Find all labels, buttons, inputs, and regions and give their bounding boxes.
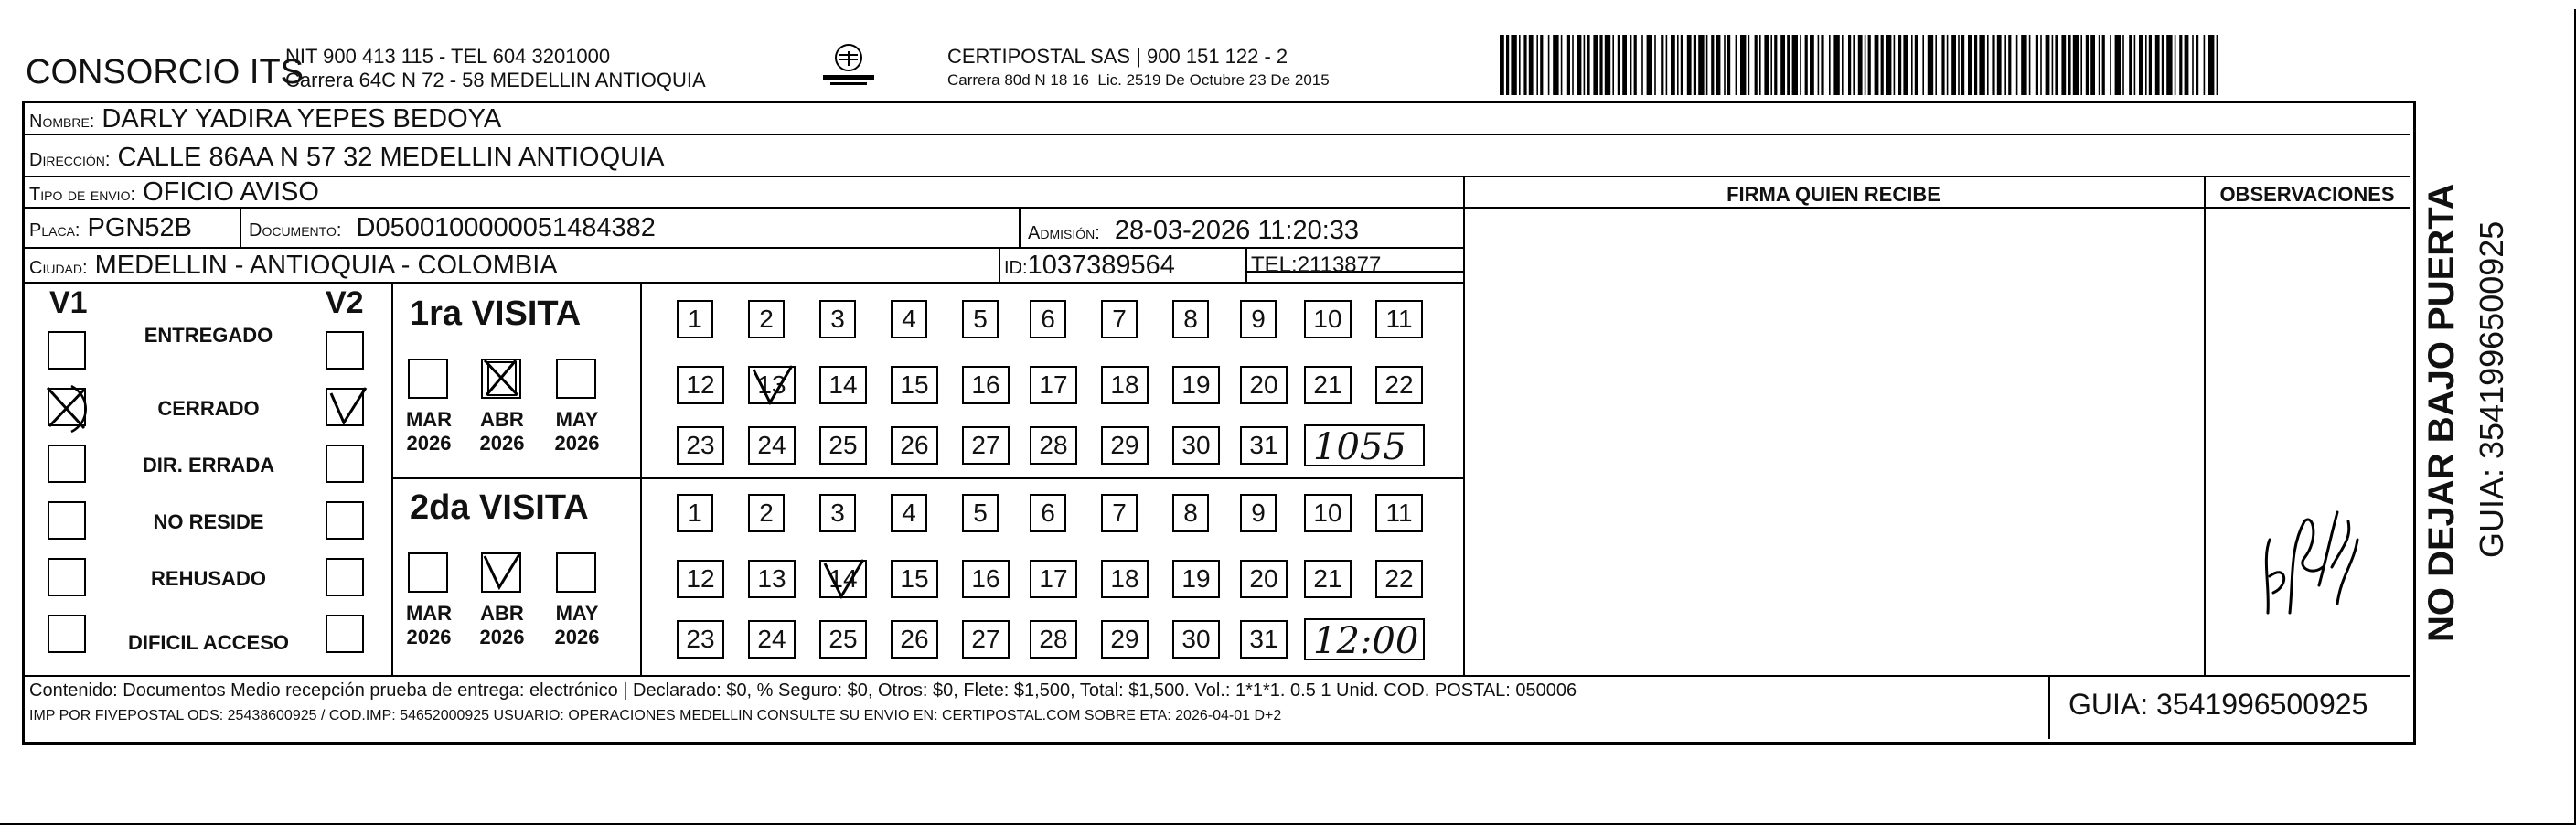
- day-checkbox[interactable]: 21: [1304, 366, 1352, 404]
- month-label: [397, 408, 461, 455]
- day-checkbox[interactable]: 4: [891, 300, 927, 338]
- day-checkbox[interactable]: 5: [962, 300, 999, 338]
- day-checkbox[interactable]: 24: [748, 426, 796, 465]
- v2-checkbox[interactable]: [326, 558, 364, 596]
- day-checkbox[interactable]: 14: [819, 366, 867, 404]
- day-checkbox[interactable]: 22: [1375, 366, 1423, 404]
- v1-checkbox[interactable]: [48, 331, 86, 370]
- status-label: DIR. ERRADA: [142, 454, 275, 477]
- v2-header: V2: [326, 285, 364, 320]
- status-label: REHUSADO: [151, 567, 266, 590]
- day-checkbox[interactable]: 16: [962, 560, 1010, 598]
- status-label: NO RESIDE: [153, 510, 264, 533]
- carrier-info: CERTIPOSTAL SAS | 900 151 122 - 2: [947, 45, 1288, 68]
- day-checkbox[interactable]: 29: [1101, 426, 1149, 465]
- documento-label: Documento:: [249, 220, 342, 241]
- id-label: ID:: [1004, 258, 1028, 278]
- direccion-label: Dirección:: [29, 150, 111, 170]
- month-year: 2026: [479, 432, 525, 455]
- v2-checkbox[interactable]: [326, 501, 364, 540]
- v1-checkbox[interactable]: [48, 501, 86, 540]
- id-row: [1004, 251, 1175, 281]
- day-checkbox[interactable]: 29: [1101, 620, 1149, 659]
- placa-row: [29, 213, 192, 243]
- day-checkbox[interactable]: 17: [1030, 366, 1077, 404]
- admision-row: [1028, 216, 1359, 246]
- v2-checkbox[interactable]: [326, 331, 364, 370]
- month-checkbox[interactable]: [481, 552, 521, 593]
- day-checkbox[interactable]: 25: [819, 620, 867, 659]
- month-label: [397, 602, 461, 649]
- day-checkbox[interactable]: 26: [891, 620, 938, 659]
- day-checkbox[interactable]: 16: [962, 366, 1010, 404]
- day-checkbox[interactable]: 4: [891, 494, 927, 532]
- nombre-label: Nombre:: [29, 112, 95, 132]
- tipo-envio-row: [29, 177, 319, 208]
- v2-checkbox[interactable]: [326, 388, 364, 426]
- tipo-envio-value: OFICIO AVISO: [143, 177, 319, 207]
- ciudad-label: Ciudad:: [29, 258, 88, 278]
- footer-contenido: Contenido: Documentos Medio recepción prueba de entrega: electrónico | Declarado: $0, % Seguro: $0, Otros: $0, Flete: $1,500, Total: $1,500. Vol.: 1*1*1. 0.5 1 Unid. COD. POSTAL: 050006: [29, 680, 1577, 701]
- firma-header: FIRMA QUIEN RECIBE: [1726, 183, 1940, 206]
- day-checkbox[interactable]: 1: [677, 494, 713, 532]
- visit-2-title: 2da VISITA: [410, 488, 589, 527]
- day-checkbox[interactable]: 11: [1375, 494, 1423, 532]
- day-checkbox[interactable]: 30: [1172, 426, 1220, 465]
- day-checkbox[interactable]: 21: [1304, 560, 1352, 598]
- tel-label: TEL:: [1251, 252, 1298, 277]
- v1-checkbox[interactable]: [48, 615, 86, 653]
- day-checkbox[interactable]: 2: [748, 300, 785, 338]
- day-checkbox[interactable]: 18: [1101, 366, 1149, 404]
- v1-header: V1: [49, 285, 88, 320]
- admision-value: 28-03-2026 11:20:33: [1114, 216, 1360, 245]
- month-year: 2026: [406, 432, 452, 455]
- day-checkbox[interactable]: 15: [891, 366, 938, 404]
- month-year: 2026: [554, 432, 600, 455]
- day-checkbox[interactable]: 10: [1304, 494, 1352, 532]
- day-checkbox[interactable]: 20: [1240, 560, 1288, 598]
- month-checkbox[interactable]: [556, 552, 596, 593]
- day-checkbox[interactable]: 9: [1240, 300, 1277, 338]
- month-year: 2026: [479, 626, 525, 648]
- month-name: ABR: [480, 602, 524, 625]
- tipo-envio-label: Tipo de envio:: [29, 185, 136, 205]
- month-year: 2026: [554, 626, 600, 648]
- tel-value: 2113877: [1297, 252, 1382, 277]
- signature-image: [2250, 476, 2368, 622]
- status-label: CERRADO: [157, 397, 260, 420]
- month-label: [545, 408, 609, 455]
- day-checkbox[interactable]: 12: [677, 366, 724, 404]
- day-checkbox[interactable]: 9: [1240, 494, 1277, 532]
- placa-label: Placa:: [29, 220, 80, 241]
- day-checkbox[interactable]: 27: [962, 426, 1010, 465]
- placa-value: PGN52B: [87, 213, 192, 242]
- company-nit-tel: NIT 900 413 115 - TEL 604 3201000: [285, 45, 611, 68]
- day-checkbox[interactable]: 1: [677, 300, 713, 338]
- month-checkbox[interactable]: [408, 359, 448, 399]
- status-label: ENTREGADO: [144, 324, 273, 347]
- visit-1-title: 1ra VISITA: [410, 295, 582, 333]
- day-checkbox[interactable]: 23: [677, 620, 724, 659]
- day-checkbox[interactable]: 22: [1375, 560, 1423, 598]
- v2-checkbox[interactable]: [326, 615, 364, 653]
- carrier-address: Carrera 80d N 18 16 Lic. 2519 De Octubre 23 De 2015: [947, 71, 1330, 89]
- day-checkbox[interactable]: 2: [748, 494, 785, 532]
- day-checkbox[interactable]: 11: [1375, 300, 1423, 338]
- month-label: [470, 602, 534, 649]
- nombre-row: [29, 104, 501, 134]
- v1-checkbox[interactable]: [48, 388, 86, 426]
- certipostal-logo-icon: [819, 42, 878, 90]
- month-year: 2026: [406, 626, 452, 648]
- day-checkbox[interactable]: 26: [891, 426, 938, 465]
- day-checkbox[interactable]: 3: [819, 300, 856, 338]
- month-checkbox[interactable]: [556, 359, 596, 399]
- month-label: [545, 602, 609, 649]
- company-address: Carrera 64C N 72 - 58 MEDELLIN ANTIOQUIA: [285, 69, 706, 91]
- id-value: 1037389564: [1027, 251, 1175, 280]
- month-name: MAR: [405, 408, 453, 431]
- company-name: CONSORCIO ITS: [26, 53, 305, 91]
- v1-checkbox[interactable]: [48, 558, 86, 596]
- month-name: MAY: [555, 408, 599, 431]
- day-checkbox[interactable]: 24: [748, 620, 796, 659]
- observaciones-header: OBSERVACIONES: [2219, 183, 2395, 206]
- day-checkbox[interactable]: 25: [819, 426, 867, 465]
- day-checkbox[interactable]: 19: [1172, 366, 1220, 404]
- visit-time-handwritten: 1055: [1304, 424, 1425, 466]
- footer-imp: IMP POR FIVEPOSTAL ODS: 25438600925 / COD.IMP: 54652000925 USUARIO: OPERACIONES MEDELLIN CONSULTE SU ENVIO EN: CERTIPOSTAL.COM SOBRE ETA: 2026-04-01 D+2: [29, 708, 1282, 723]
- day-checkbox[interactable]: 7: [1101, 300, 1138, 338]
- day-checkbox[interactable]: 3: [819, 494, 856, 532]
- no-dejar-text: NO DEJAR BAJO PUERTA: [2421, 183, 2462, 642]
- month-name: ABR: [480, 408, 524, 431]
- v1-checkbox[interactable]: [48, 445, 86, 483]
- month-name: MAR: [405, 602, 453, 625]
- side-guia-text: GUIA: 3541996500925: [2473, 220, 2510, 558]
- day-checkbox[interactable]: 14: [819, 560, 867, 598]
- admision-label: Admisión:: [1028, 223, 1100, 243]
- day-checkbox[interactable]: 6: [1030, 494, 1066, 532]
- day-checkbox[interactable]: 28: [1030, 620, 1077, 659]
- ciudad-row: [29, 251, 558, 281]
- day-checkbox[interactable]: 13: [748, 560, 796, 598]
- documento-value: D0500100000051484382: [356, 213, 656, 242]
- day-checkbox[interactable]: 30: [1172, 620, 1220, 659]
- barcode-icon: [1500, 35, 2231, 95]
- day-checkbox[interactable]: 5: [962, 494, 999, 532]
- day-checkbox[interactable]: 15: [891, 560, 938, 598]
- month-label: [470, 408, 534, 455]
- direccion-value: CALLE 86AA N 57 32 MEDELLIN ANTIOQUIA: [117, 143, 665, 172]
- day-checkbox[interactable]: 23: [677, 426, 724, 465]
- day-checkbox[interactable]: 31: [1240, 426, 1288, 465]
- day-checkbox[interactable]: 20: [1240, 366, 1288, 404]
- month-name: MAY: [555, 602, 599, 625]
- day-checkbox[interactable]: 27: [962, 620, 1010, 659]
- day-checkbox[interactable]: 10: [1304, 300, 1352, 338]
- day-checkbox[interactable]: 13: [748, 366, 796, 404]
- day-checkbox[interactable]: 7: [1101, 494, 1138, 532]
- month-checkbox[interactable]: [481, 359, 521, 399]
- v2-checkbox[interactable]: [326, 445, 364, 483]
- month-checkbox[interactable]: [408, 552, 448, 593]
- direccion-row: [29, 143, 665, 173]
- day-checkbox[interactable]: 8: [1172, 494, 1209, 532]
- day-checkbox[interactable]: 31: [1240, 620, 1288, 659]
- nombre-value: DARLY YADIRA YEPES BEDOYA: [102, 104, 502, 134]
- day-checkbox[interactable]: 6: [1030, 300, 1066, 338]
- day-checkbox[interactable]: 12: [677, 560, 724, 598]
- day-checkbox[interactable]: 19: [1172, 560, 1220, 598]
- status-label: DIFICIL ACCESO: [127, 631, 289, 654]
- day-checkbox[interactable]: 8: [1172, 300, 1209, 338]
- documento-row: [249, 213, 656, 243]
- tel-row: [1251, 252, 1381, 278]
- day-checkbox[interactable]: 17: [1030, 560, 1077, 598]
- day-checkbox[interactable]: 18: [1101, 560, 1149, 598]
- day-checkbox[interactable]: 28: [1030, 426, 1077, 465]
- footer-guia: GUIA: 3541996500925: [2068, 688, 2368, 721]
- ciudad-value: MEDELLIN - ANTIOQUIA - COLOMBIA: [94, 251, 558, 280]
- visit-time-handwritten: 12:00: [1304, 618, 1425, 660]
